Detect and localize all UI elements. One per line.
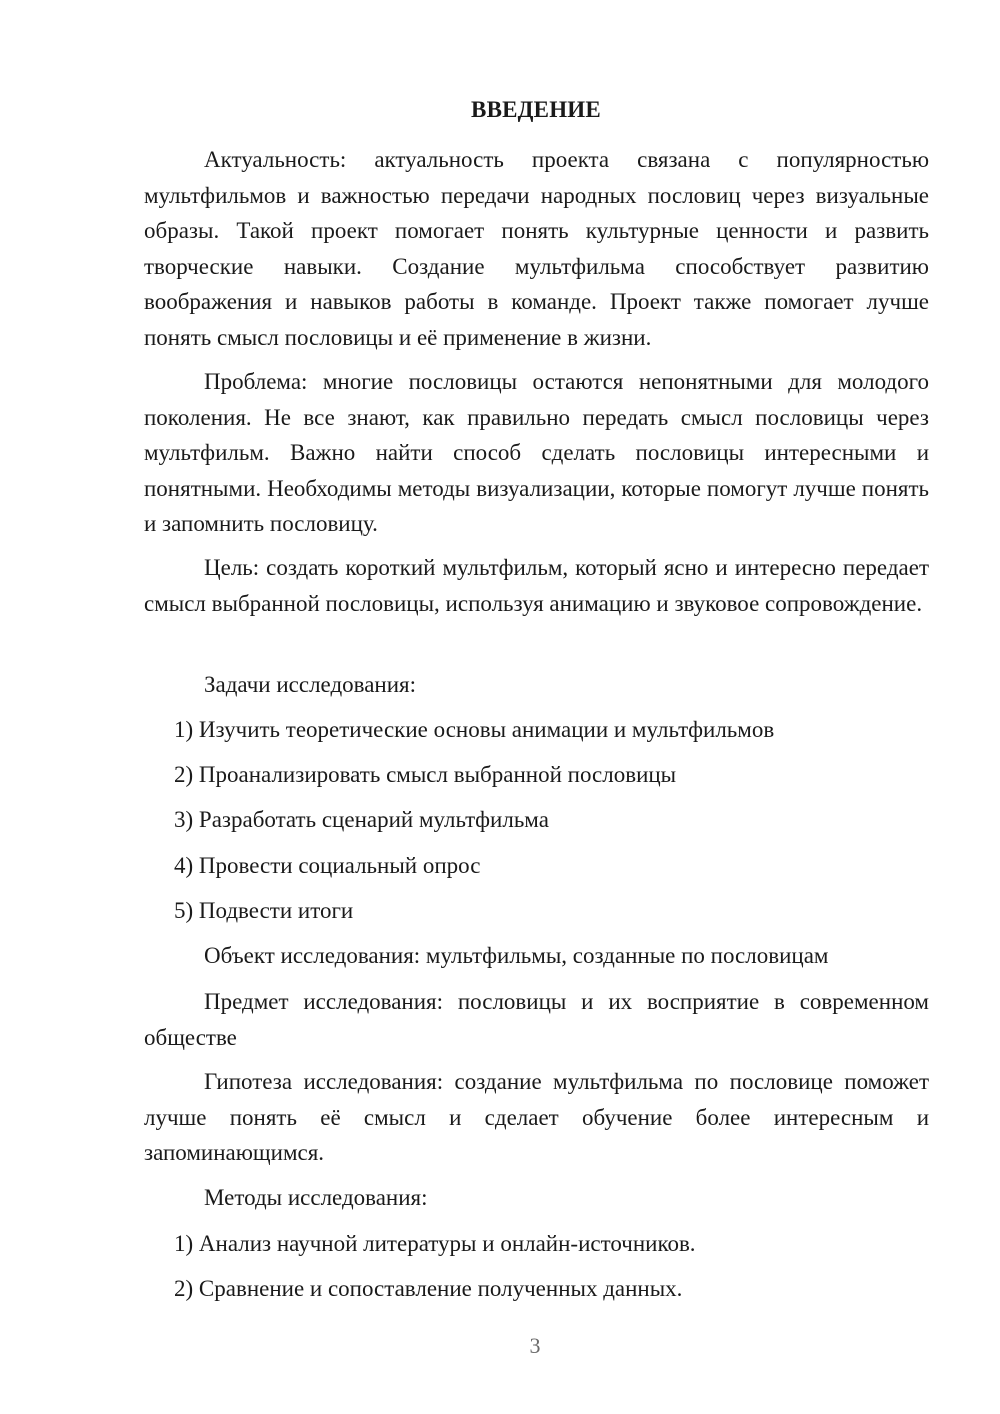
methods-heading-section: [144, 1180, 929, 1216]
goal-paragraph: Цель: создать короткий мультфильм, который ясно и интересно передает смысл выбранной пословицы, используя анимацию и звуковое сопровождение.: [144, 555, 929, 616]
list-item: 2) Сравнение и сопоставление полученных данных.: [174, 1276, 683, 1301]
task-item-2: [144, 757, 929, 793]
problem-section: [144, 364, 929, 542]
object-paragraph: Объект исследования: мультфильмы, созданные по пословицам: [204, 943, 829, 968]
method-item-2: [144, 1271, 929, 1307]
task-item-5: [144, 893, 929, 929]
task-item-4: [144, 848, 929, 884]
list-item: 1) Анализ научной литературы и онлайн-источников.: [174, 1231, 696, 1256]
tasks-heading: Задачи исследования:: [204, 672, 417, 697]
subject-paragraph: Предмет исследования: пословицы и их восприятие в современном обществе: [144, 989, 929, 1050]
relevance-paragraph: Актуальность: актуальность проекта связана с популярностью мультфильмов и важностью передачи народных пословиц через визуальные образы. Такой проект помогает понять культурные ценности и развить творческие навыки. Создание мультфильма способствует развитию воображения и навыков работы в команде. Проект также помогает лучше понять смысл пословицы и её применение в жизни.: [144, 147, 929, 350]
list-item: 3) Разработать сценарий мультфильма: [174, 807, 549, 832]
hypothesis-paragraph: Гипотеза исследования: создание мультфильма по пословице поможет лучше понять её смысл и сделает обучение более интересным и запоминающимся.: [144, 1069, 929, 1165]
subject-section: [144, 984, 929, 1055]
page-title: ВВЕДЕНИЕ: [471, 97, 601, 122]
list-item: 4) Провести социальный опрос: [174, 853, 481, 878]
task-item-1: [144, 712, 929, 748]
goal-section: [144, 550, 929, 621]
problem-paragraph: Проблема: многие пословицы остаются непонятными для молодого поколения. Не все знают, как правильно передать смысл пословицы через мультфильм. Важно найти способ сделать пословицы интересными и понятными. Необходимы методы визуализации, которые помогут лучше понять и запомнить пословицу.: [144, 369, 929, 536]
list-item: 2) Проанализировать смысл выбранной пословицы: [174, 762, 677, 787]
hypothesis-section: [144, 1064, 929, 1171]
list-item: 5) Подвести итоги: [174, 898, 354, 923]
object-section: [144, 938, 929, 974]
task-item-3: [144, 802, 929, 838]
methods-heading: Методы исследования:: [204, 1185, 428, 1210]
tasks-heading-section: [144, 667, 929, 703]
list-item: 1) Изучить теоретические основы анимации и мультфильмов: [174, 717, 775, 742]
method-item-1: [144, 1226, 929, 1262]
relevance-section: [144, 142, 929, 355]
page-number: 3: [529, 1333, 541, 1358]
